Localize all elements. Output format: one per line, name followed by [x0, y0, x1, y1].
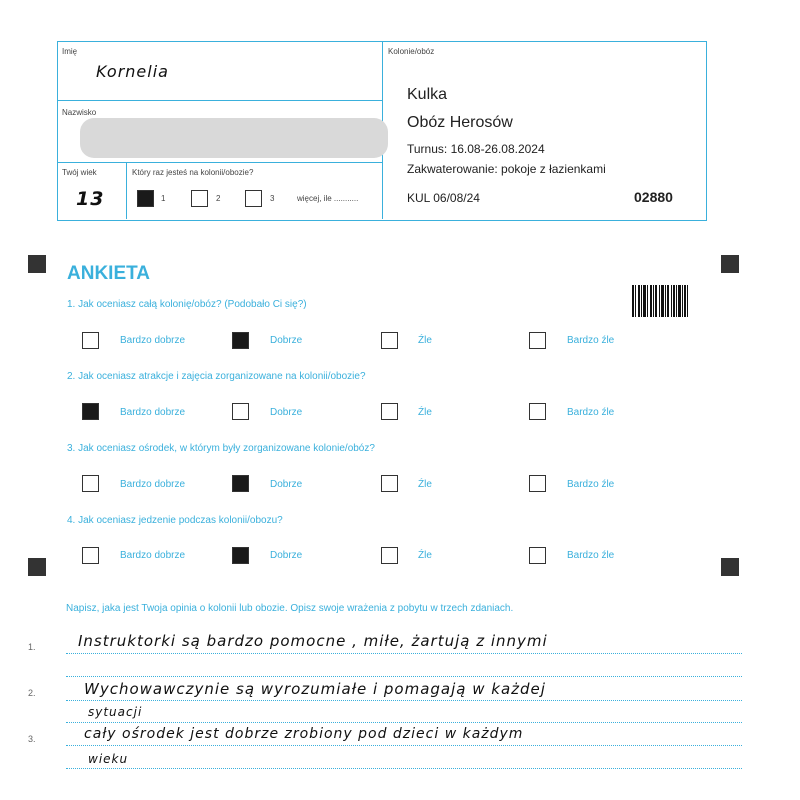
q1-dobrze-checkbox[interactable] — [232, 332, 249, 349]
opinion-prompt: Napisz, jaka jest Twoja opinia o kolonii lub obozie. Opisz swoje wrażenia z pobytu w trzech zdaniach. — [66, 603, 514, 614]
q1-zle-checkbox[interactable] — [381, 332, 398, 349]
ktory-raz-option-more: więcej, ile ........... — [297, 194, 359, 203]
opinion-dotline-2 — [66, 676, 742, 677]
camp-code: KUL 06/08/24 — [407, 191, 480, 205]
q2-zle-label: Źle — [418, 407, 432, 418]
wiek-label: Twój wiek — [62, 168, 97, 177]
wiek-value[interactable]: 13 — [76, 188, 105, 210]
q1-zle-label: Źle — [418, 335, 432, 346]
imie-label: Imię — [62, 47, 78, 56]
q4-bardzo-zle-checkbox[interactable] — [529, 547, 546, 564]
registration-mark-bottom-right — [721, 558, 739, 576]
opinion-dotline-5 — [66, 745, 742, 746]
q2-bardzo-zle-checkbox[interactable] — [529, 403, 546, 420]
q2-dobrze-label: Dobrze — [270, 407, 303, 418]
registration-mark-top-right — [721, 255, 739, 273]
q3-bardzo-zle-label: Bardzo źle — [567, 479, 615, 490]
ktory-raz-checkbox-2[interactable] — [191, 190, 208, 207]
header-vline-age — [126, 162, 127, 219]
question-4: 4. Jak oceniasz jedzenie podczas kolonii/obozu? — [67, 515, 283, 526]
q2-bardzo-zle-label: Bardzo źle — [567, 407, 615, 418]
q4-dobrze-checkbox[interactable] — [232, 547, 249, 564]
ktory-raz-option-1: 1 — [161, 194, 166, 203]
question-1: 1. Jak oceniasz całą kolonię/obóz? (Podobało Ci się?) — [67, 299, 307, 310]
kolonie-label: Kolonie/obóz — [388, 47, 435, 56]
opinion-number-2: 2. — [28, 688, 36, 698]
q2-bardzo-dobrze-checkbox[interactable] — [82, 403, 99, 420]
q3-zle-checkbox[interactable] — [381, 475, 398, 492]
opinion-number-3: 3. — [28, 734, 36, 744]
q4-bardzo-dobrze-checkbox[interactable] — [82, 547, 99, 564]
q2-dobrze-checkbox[interactable] — [232, 403, 249, 420]
q1-bardzo-zle-label: Bardzo źle — [567, 335, 615, 346]
nazwisko-label: Nazwisko — [62, 108, 97, 117]
camp-turnus: Turnus: 16.08-26.08.2024 — [407, 142, 545, 156]
q1-bardzo-dobrze-label: Bardzo dobrze — [120, 335, 186, 346]
ktory-raz-label: Który raz jesteś na kolonii/obozie? — [132, 168, 254, 177]
q3-zle-label: Źle — [418, 479, 432, 490]
imie-value[interactable]: Kornelia — [96, 62, 169, 81]
camp-number: 02880 — [634, 189, 673, 205]
header-hline-1 — [58, 100, 382, 101]
question-2: 2. Jak oceniasz atrakcje i zajęcia zorganizowane na kolonii/obozie? — [67, 371, 366, 382]
q1-bardzo-zle-checkbox[interactable] — [529, 332, 546, 349]
q2-zle-checkbox[interactable] — [381, 403, 398, 420]
q3-bardzo-dobrze-label: Bardzo dobrze — [120, 479, 186, 490]
opinion-dotline-6 — [66, 768, 742, 769]
ktory-raz-option-2: 2 — [216, 194, 221, 203]
survey-title: ANKIETA — [67, 263, 151, 284]
q4-zle-label: Źle — [418, 550, 432, 561]
q3-bardzo-dobrze-checkbox[interactable] — [82, 475, 99, 492]
registration-mark-bottom-left — [28, 558, 46, 576]
q3-dobrze-checkbox[interactable] — [232, 475, 249, 492]
registration-mark-top-left — [28, 255, 46, 273]
q4-dobrze-label: Dobrze — [270, 550, 303, 561]
camp-zakwaterowanie: Zakwaterowanie: pokoje z łazienkami — [407, 162, 606, 176]
q3-bardzo-zle-checkbox[interactable] — [529, 475, 546, 492]
opinion-line-3[interactable]: cały ośrodek jest dobrze zrobiony pod dzieci w każdym — [84, 726, 524, 742]
opinion-line-3b[interactable]: wieku — [88, 752, 129, 766]
opinion-dotline-3 — [66, 700, 742, 701]
opinion-dotline-1 — [66, 653, 742, 654]
opinion-number-1: 1. — [28, 642, 36, 652]
opinion-dotline-4 — [66, 722, 742, 723]
opinion-line-1[interactable]: Instruktorki są bardzo pomocne , miłe, żartują z innymi — [78, 632, 548, 650]
q1-dobrze-label: Dobrze — [270, 335, 303, 346]
opinion-line-2[interactable]: Wychowawczynie są wyrozumiałe i pomagają w każdej — [84, 680, 546, 698]
opinion-line-2b[interactable]: sytuacji — [88, 705, 143, 719]
header-hline-2 — [58, 162, 382, 163]
ktory-raz-checkbox-3[interactable] — [245, 190, 262, 207]
barcode-icon — [632, 285, 688, 317]
q1-bardzo-dobrze-checkbox[interactable] — [82, 332, 99, 349]
q4-bardzo-dobrze-label: Bardzo dobrze — [120, 550, 186, 561]
q4-zle-checkbox[interactable] — [381, 547, 398, 564]
ktory-raz-option-3: 3 — [270, 194, 275, 203]
q2-bardzo-dobrze-label: Bardzo dobrze — [120, 407, 186, 418]
camp-title: Obóz Herosów — [407, 114, 513, 131]
camp-name: Kulka — [407, 86, 448, 103]
q4-bardzo-zle-label: Bardzo źle — [567, 550, 615, 561]
ktory-raz-checkbox-1[interactable] — [137, 190, 154, 207]
q3-dobrze-label: Dobrze — [270, 479, 303, 490]
question-3: 3. Jak oceniasz ośrodek, w którym były zorganizowane kolonie/obóz? — [67, 443, 375, 454]
nazwisko-redacted — [80, 118, 388, 158]
